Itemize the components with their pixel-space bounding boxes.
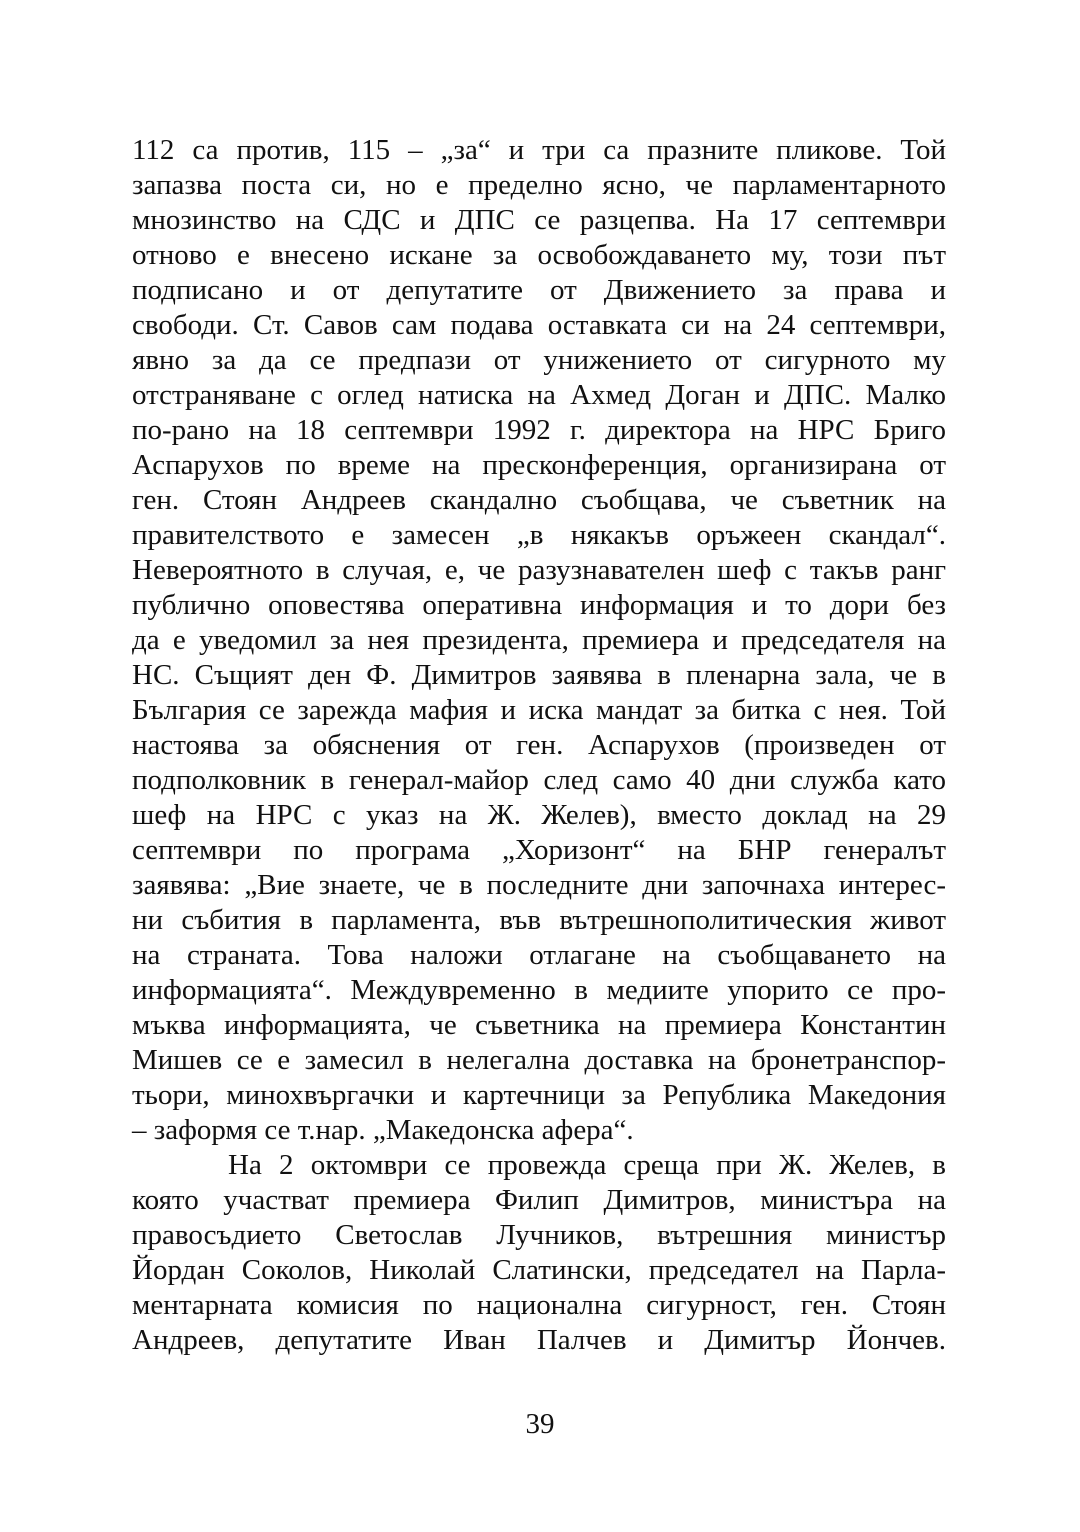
text-line: правосъдието Светослав Лучников, вътрешния министър	[132, 1219, 946, 1251]
paragraph-2	[132, 1148, 946, 1358]
text-line: ген. Стоян Андреев скандално съобщава, че съветник на	[132, 484, 946, 516]
text-line: да е уведомил за нея президента, премиера и председателя на	[132, 624, 946, 656]
text-line: по-рано на 18 септември 1992 г. директора на НРС Бриго	[132, 414, 946, 446]
text-line: свободи. Ст. Савов сам подава оставката си на 24 септември,	[132, 309, 946, 341]
text-line: подполковник в генерал-майор след само 40 дни служба като	[132, 764, 946, 796]
page-number: 39	[525, 1408, 555, 1440]
text-line: настоява за обяснения от ген. Аспарухов (произведен от	[132, 729, 946, 761]
body-text	[132, 133, 946, 1358]
text-line: отново е внесено искане за освобождаването му, този път	[132, 239, 946, 271]
text-line: септември по програма „Хоризонт“ на БНР генералът	[132, 834, 946, 866]
paragraph-1	[132, 133, 946, 1148]
text-line: – заформя се т.нар. „Македонска афера“.	[132, 1114, 634, 1146]
text-line: заявява: „Вие знаете, че в последните дни започнаха интерес-	[132, 869, 946, 901]
text-line: Невероятното в случая, е, че разузнавателен шеф с такъв ранг	[132, 554, 946, 586]
text-line: която участват премиера Филип Димитров, министъра на	[132, 1184, 946, 1216]
text-line: Йордан Соколов, Николай Слатински, председател на Парла-	[132, 1254, 946, 1286]
text-line: Аспарухов по време на пресконференция, организирана от	[132, 449, 946, 481]
text-line: ни събития в парламента, във вътрешнополитическия живот	[132, 904, 946, 936]
text-line: Мишев се е замесил в нелегална доставка на бронетранспор-	[132, 1044, 946, 1076]
text-line: запазва поста си, но е пределно ясно, че парламентарното	[132, 169, 946, 201]
text-line: явно за да се предпази от унижението от сигурното му	[132, 344, 946, 376]
text-line: 112 са против, 115 – „за“ и три са празните пликове. Той	[132, 134, 946, 166]
text-line: На 2 октомври се провежда среща при Ж. Желев, в	[228, 1149, 946, 1181]
text-line: информацията“. Междувременно в медиите упорито се про-	[132, 974, 946, 1006]
text-line: ментарната комисия по национална сигурност, ген. Стоян	[132, 1289, 946, 1321]
text-line: НС. Същият ден Ф. Димитров заявява в пленарна зала, че в	[132, 659, 946, 691]
text-line: подписано и от депутатите от Движението за права и	[132, 274, 946, 306]
text-line: мнозинство на СДС и ДПС се разцепва. На 17 септември	[132, 204, 946, 236]
text-line: Андреев, депутатите Иван Палчев и Димитър Йончев.	[132, 1324, 946, 1356]
text-line: тьори, минохвъргачки и картечници за Република Македония	[132, 1079, 946, 1111]
text-line: отстраняване с оглед натиска на Ахмед Доган и ДПС. Малко	[132, 379, 946, 411]
text-line: мъква информацията, че съветника на премиера Константин	[132, 1009, 946, 1041]
text-line: шеф на НРС с указ на Ж. Желев), вместо доклад на 29	[132, 799, 946, 831]
text-line: България се зарежда мафия и иска мандат за битка с нея. Той	[132, 694, 946, 726]
text-line: правителството е замесен „в някакъв оръжеен скандал“.	[132, 519, 946, 551]
text-line: на страната. Това наложи отлагане на съобщаването на	[132, 939, 946, 971]
text-line: публично оповестява оперативна информация и то дори без	[132, 589, 946, 621]
